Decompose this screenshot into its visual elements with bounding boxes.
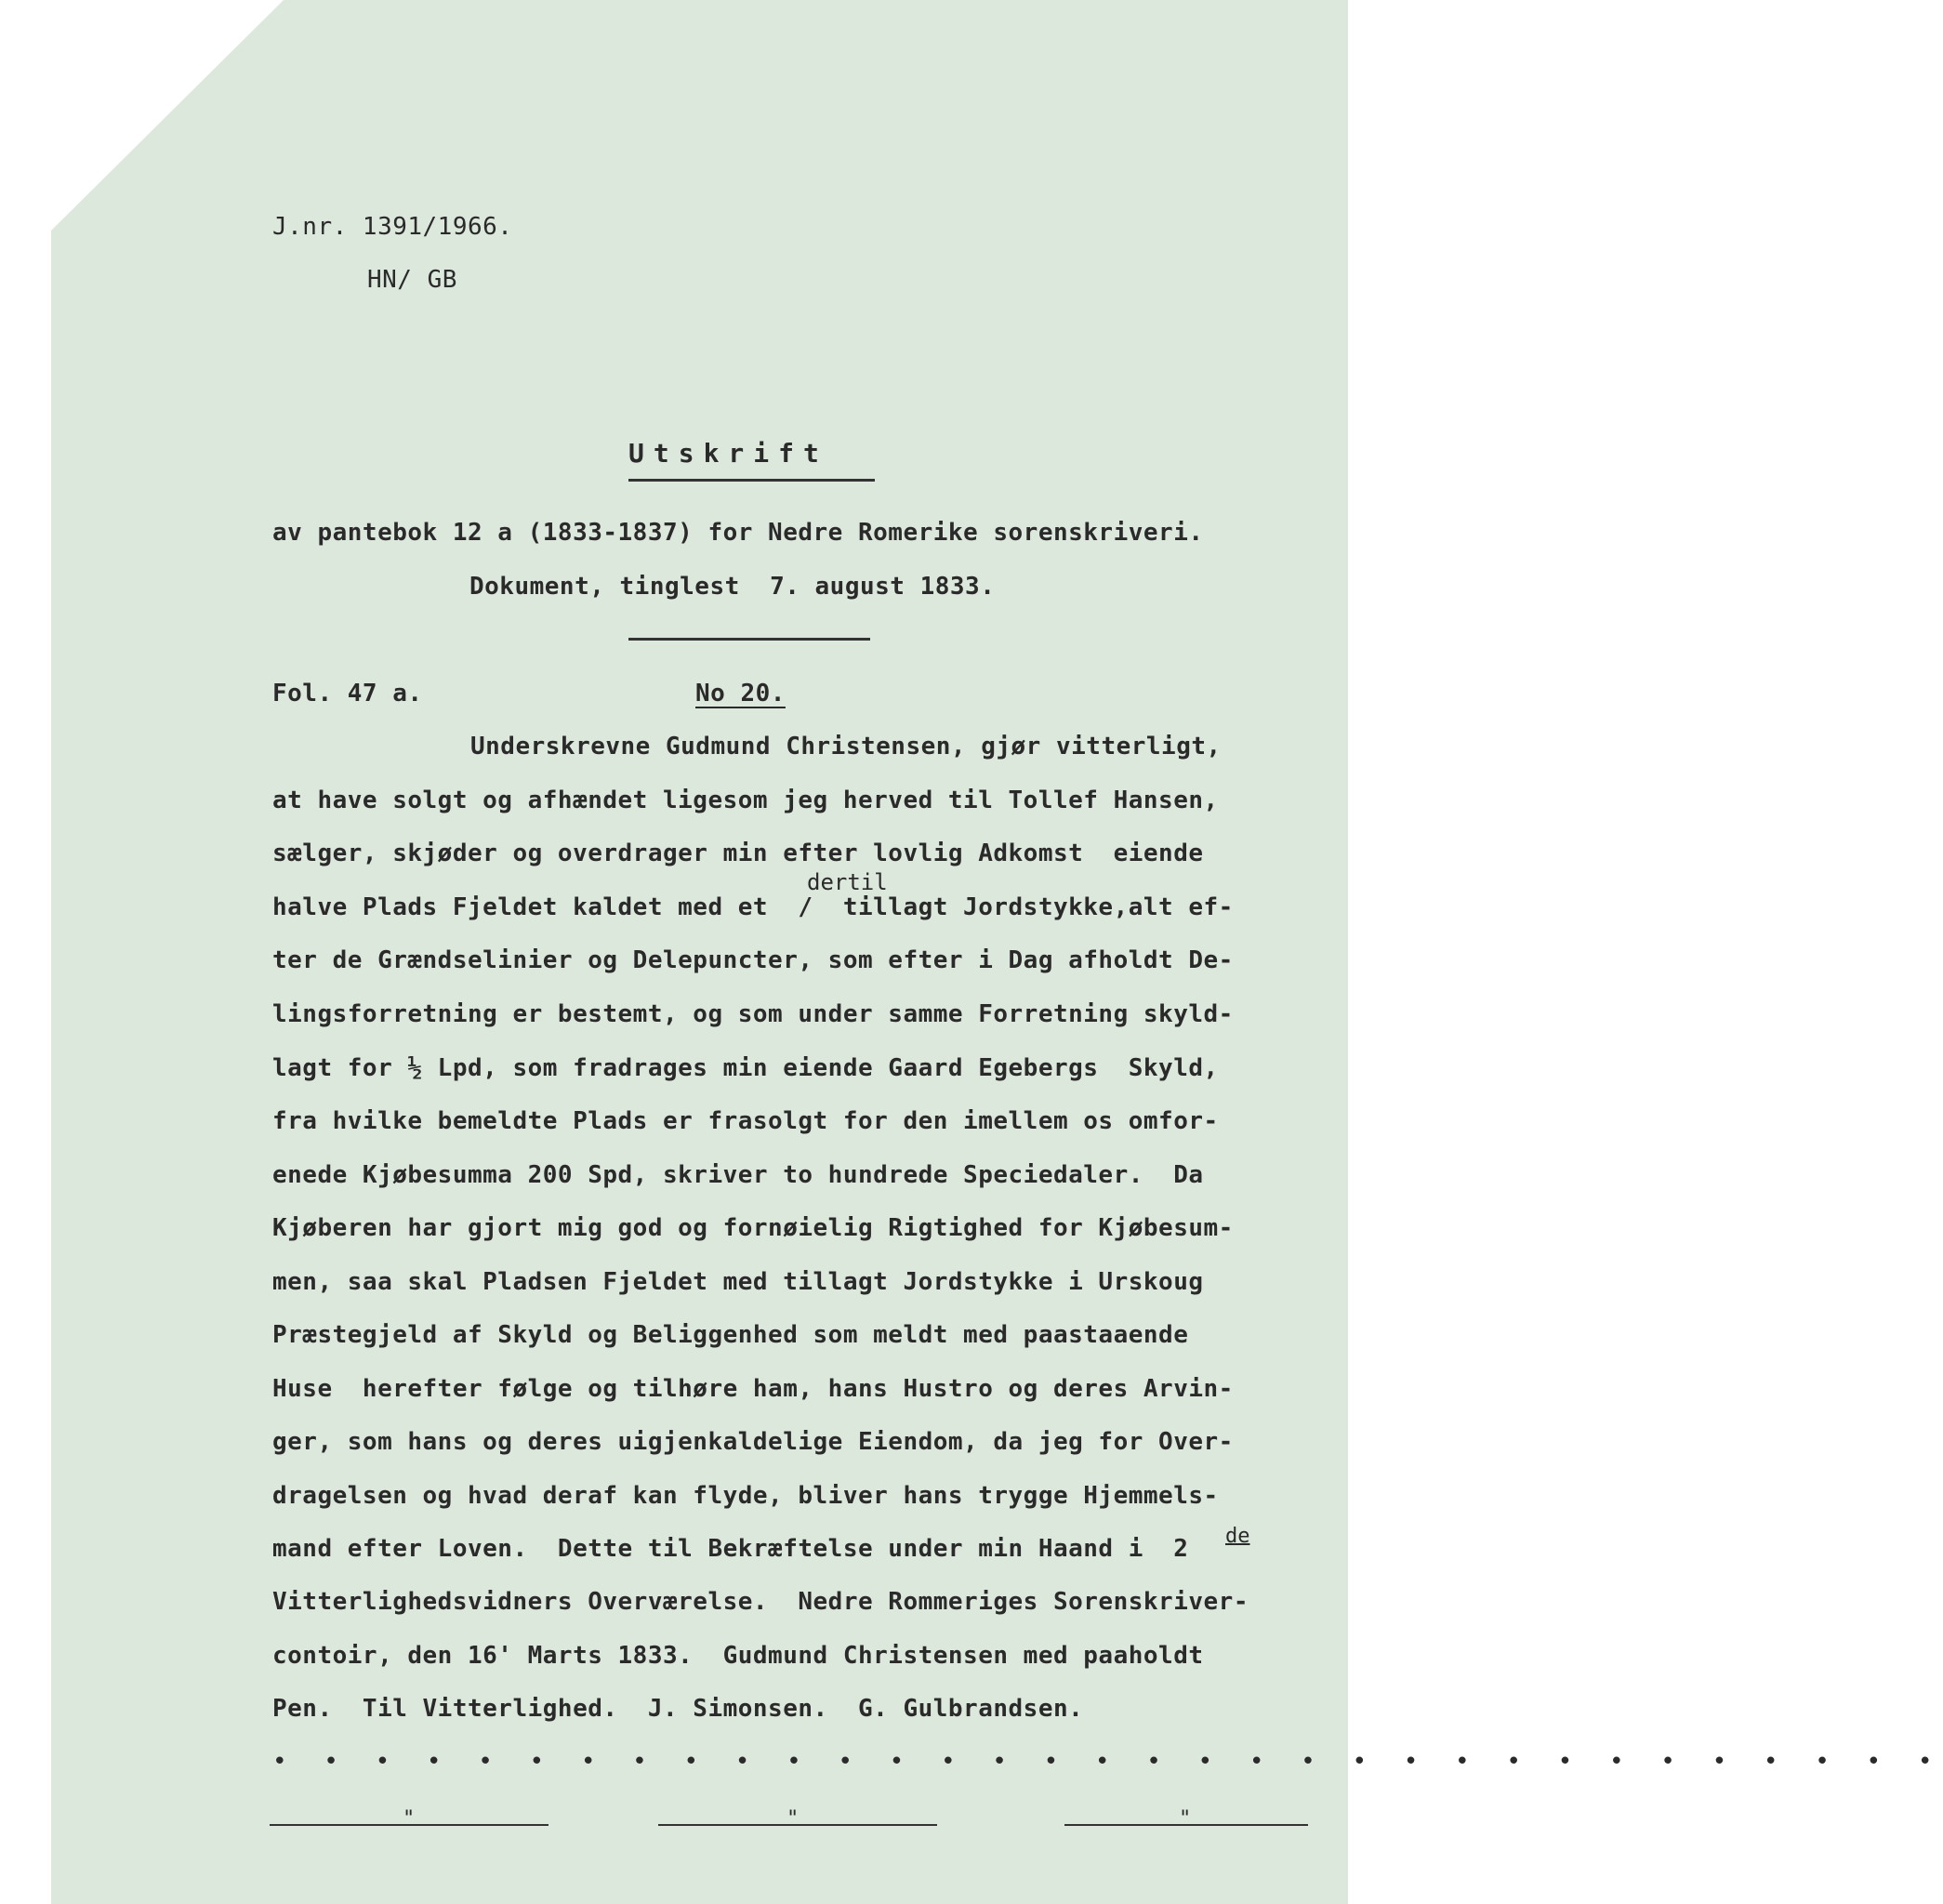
interlinear-insert: dertil [807, 869, 888, 895]
ditto-mark-3: " [1179, 1807, 1192, 1831]
body-line-10: Kjøberen har gjort mig god og fornøielig Rigtighed for Kjøbesum- [272, 1214, 1234, 1242]
title-underline [628, 479, 875, 482]
body-line-1: Underskrevne Gudmund Christensen, gjør vitterligt, [470, 733, 1222, 760]
ditto-mark-1: " [403, 1807, 416, 1831]
body-line-15: dragelsen og hvad deraf kan flyde, bliver hans trygge Hjemmels- [272, 1482, 1219, 1510]
body-line-17: Vitterlighedsvidners Overværelse. Nedre Rommeriges Sorenskriver- [272, 1588, 1249, 1616]
document-number: No 20. [695, 680, 786, 707]
body-line-14: ger, som hans og deres uigjenkaldelige Eiendom, da jeg for Over- [272, 1428, 1234, 1456]
ditto-mark-2: " [786, 1807, 800, 1831]
folio-reference: Fol. 47 a. [272, 680, 423, 707]
body-line-12: Præstegjeld af Skyld og Beliggenhed som meldt med paastaaende [272, 1321, 1189, 1349]
body-line-13: Huse herefter følge og tilhøre ham, hans Hustro og deres Arvin- [272, 1375, 1234, 1403]
subtitle-line-2: Dokument, tinglest 7. august 1833. [469, 573, 996, 601]
initials: HN/ GB [367, 266, 457, 294]
body-line-5: ter de Grændselinier og Delepuncter, som efter i Dag afholdt De- [272, 946, 1234, 974]
body-line-19: Pen. Til Vitterlighed. J. Simonsen. G. Gulbrandsen. [272, 1695, 1084, 1723]
body-line-18: contoir, den 16' Marts 1833. Gudmund Christensen med paaholdt [272, 1642, 1204, 1670]
journal-number: J.nr. 1391/1966. [272, 213, 513, 241]
body-line-2: at have solgt og afhændet ligesom jeg herved til Tollef Hansen, [272, 787, 1219, 814]
body-line-4: halve Plads Fjeldet kaldet med et / tillagt Jordstykke,alt ef- [272, 893, 1234, 921]
body-line-8: fra hvilke bemeldte Plads er frasolgt for den imellem os omfor- [272, 1107, 1219, 1135]
body-line-16: mand efter Loven. Dette til Bekræftelse under min Haand i 2 [272, 1535, 1189, 1563]
body-line-7: lagt for ½ Lpd, som fradrages min eiende Gaard Egebergs Skyld, [272, 1054, 1219, 1082]
dotted-separator: • • • • • • • • • • • • • • • • • • • • • • • • • • • • • • • • • [272, 1748, 1943, 1776]
body-line-11: men, saa skal Pladsen Fjeldet med tillagt Jordstykke i Urskoug [272, 1268, 1204, 1296]
superscript-de: de [1225, 1525, 1250, 1548]
section-divider [628, 638, 870, 641]
subtitle-line-1: av pantebok 12 a (1833-1837) for Nedre Romerike sorenskriveri. [272, 519, 1204, 547]
document-title: Utskrift [628, 438, 828, 469]
body-line-9: enede Kjøbesumma 200 Spd, skriver to hundrede Speciedaler. Da [272, 1161, 1204, 1189]
body-line-3: sælger, skjøder og overdrager min efter lovlig Adkomst eiende [272, 840, 1204, 867]
body-line-6: lingsforretning er bestemt, og som under samme Forretning skyld- [272, 1000, 1234, 1028]
